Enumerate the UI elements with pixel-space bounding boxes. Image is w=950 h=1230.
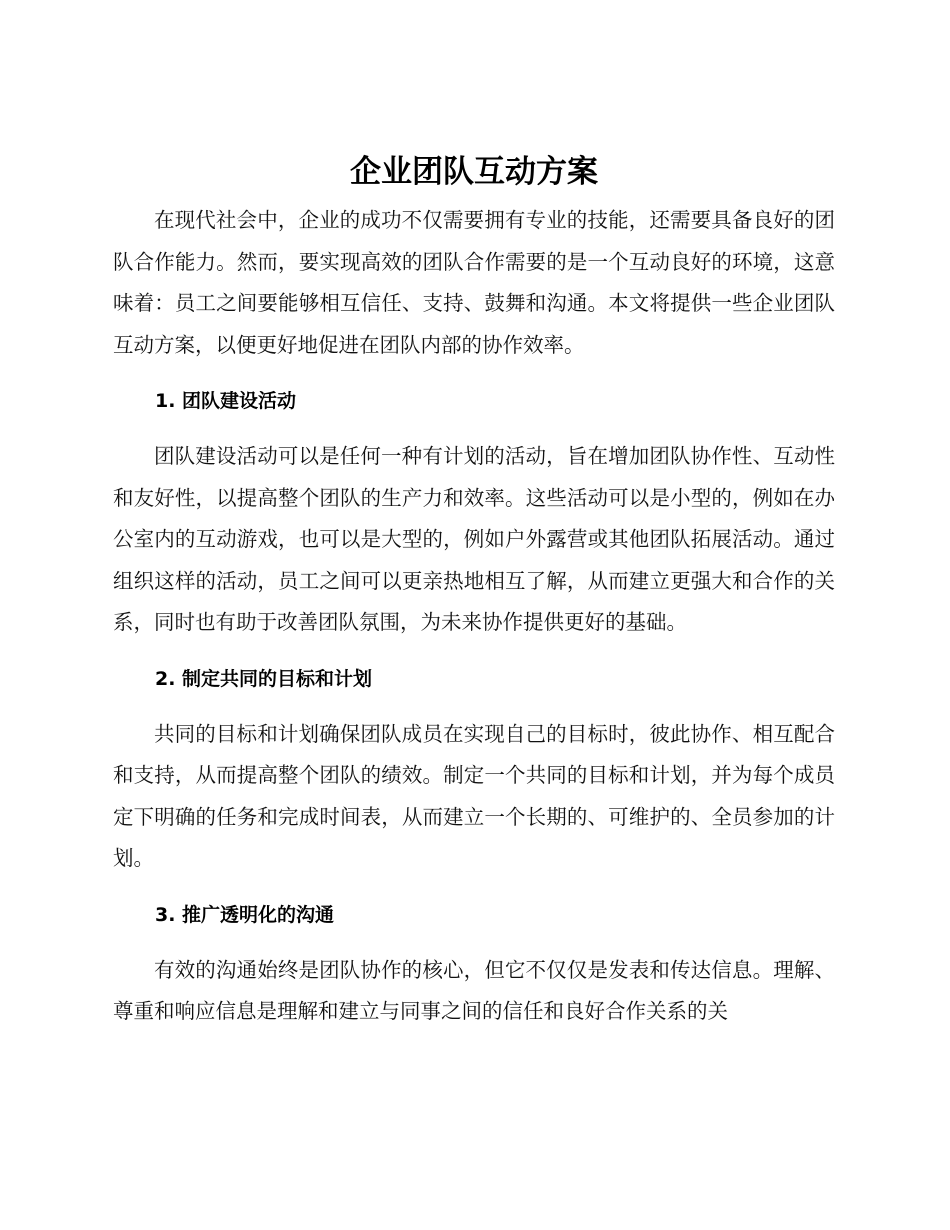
section-body-3: 有效的沟通始终是团队协作的核心，但它不仅仅是发表和传达信息。理解、尊重和响应信息是理解和建立与同事之间的信任和良好合作关系的关 xyxy=(113,957,835,1023)
section-heading-1: 1. 团队建设活动 xyxy=(155,390,297,412)
section-heading-3: 3. 推广透明化的沟通 xyxy=(155,903,335,926)
document-page xyxy=(113,150,835,1033)
section-heading-2: 2. 制定共同的目标和计划 xyxy=(155,667,373,690)
section-body-2: 共同的目标和计划确保团队成员在实现自己的目标时，彼此协作、相互配合和支持，从而提高整个团队的绩效。制定一个共同的目标和计划，并为每个成员定下明确的任务和完成时间表，从而建立一个长期的、可维护的、全员参加的计划。 xyxy=(113,721,835,870)
document-title: 企业团队互动方案 xyxy=(350,154,598,190)
intro-paragraph: 在现代社会中，企业的成功不仅需要拥有专业的技能，还需要具备良好的团队合作能力。然而，要实现高效的团队合作需要的是一个互动良好的环境，这意味着：员工之间要能够相互信任、支持、鼓舞和沟通。本文将提供一些企业团队互动方案，以便更好地促进在团队内部的协作效率。 xyxy=(113,208,835,357)
section-body-1: 团队建设活动可以是任何一种有计划的活动，旨在增加团队协作性、互动性和友好性，以提高整个团队的生产力和效率。这些活动可以是小型的，例如在办公室内的互动游戏，也可以是大型的，例如户外露营或其他团队拓展活动。通过组织这样的活动，员工之间可以更亲热地相互了解，从而建立更强大和合作的关系，同时也有助于改善团队氛围，为未来协作提供更好的基础。 xyxy=(113,444,835,634)
